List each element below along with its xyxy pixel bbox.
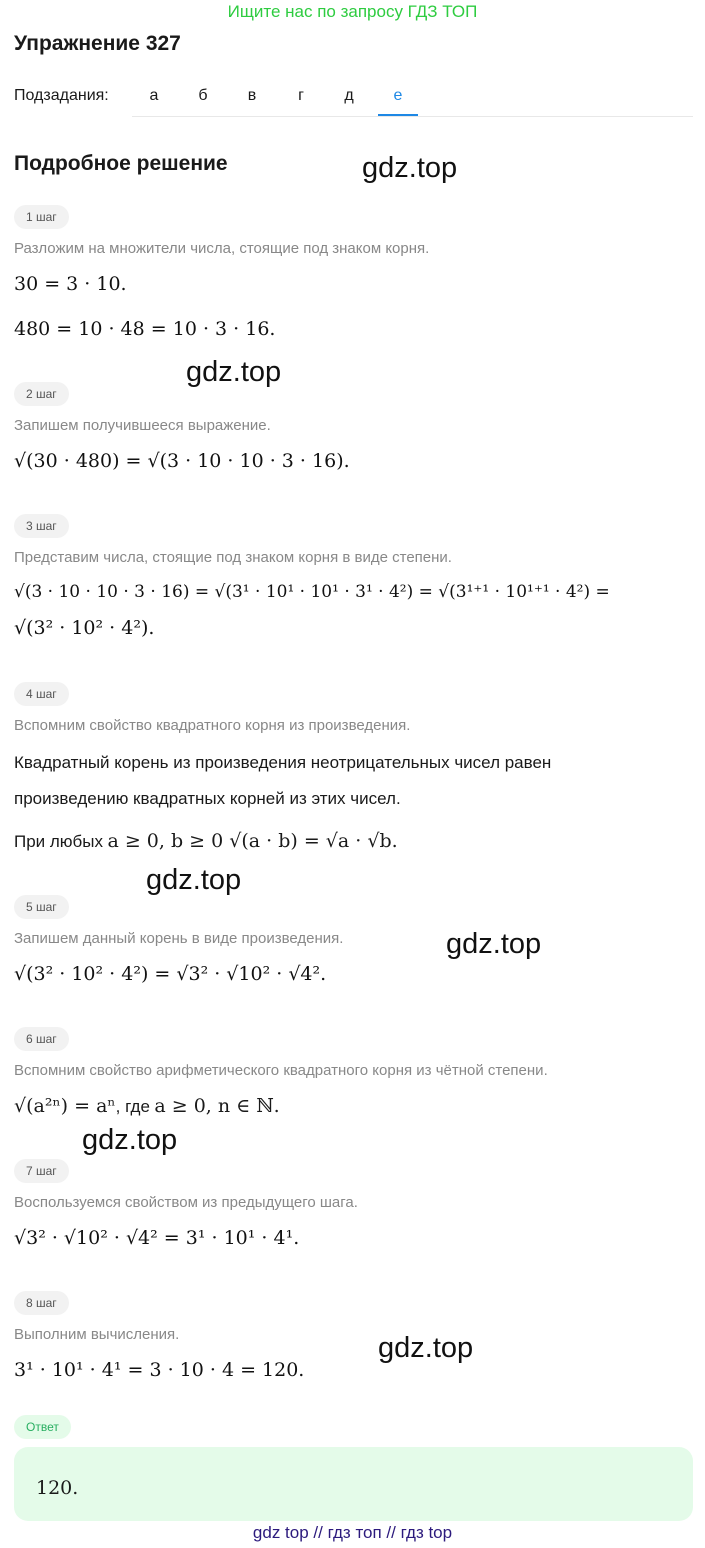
property-text: произведению квадратных корней из этих чисел. (14, 789, 401, 808)
tab-d[interactable]: д (344, 87, 354, 104)
step-badge: 1 шаг (14, 205, 69, 229)
promo-banner: Ищите нас по запросу ГДЗ ТОП (227, 2, 478, 21)
math-expression: 3¹ · 10¹ · 4¹ = 3 · 10 · 4 = 120. (14, 1359, 305, 1381)
tab-v[interactable]: в (247, 87, 257, 104)
property-formula-line (14, 830, 398, 852)
answer-badge: Ответ (14, 1415, 71, 1439)
answer-box (14, 1447, 693, 1521)
step-badge: 5 шаг (14, 895, 69, 919)
watermark: gdz.top (362, 152, 458, 184)
footer-links[interactable]: gdz top // гдз топ // гдз top (0, 1521, 705, 1548)
watermark: gdz.top (146, 864, 242, 896)
math-expression: 30 = 3 · 10. (14, 273, 127, 295)
step-badge: 7 шаг (14, 1159, 69, 1183)
page-title: Упражнение 327 (14, 32, 181, 55)
tab-e[interactable]: е (378, 76, 418, 116)
section-title: Подробное решение (14, 152, 228, 175)
step-badge: 8 шаг (14, 1291, 69, 1315)
condition-prefix: При любых (14, 832, 104, 851)
tab-g[interactable]: г (298, 87, 304, 104)
property-text: Квадратный корень из произведения неотрицательных чисел равен (14, 753, 552, 772)
watermark: gdz.top (378, 1332, 474, 1364)
step-description: Выполним вычисления. (14, 1326, 180, 1343)
step-description: Воспользуемся свойством из предыдущего шага. (14, 1194, 358, 1211)
condition-text: , где (115, 1097, 150, 1116)
math-expression: a ≥ 0, b ≥ 0 √(a · b) = √a · √b. (107, 830, 398, 852)
math-expression: √(3² · 10² · 4²) = √3² · √10² · √4². (14, 963, 327, 985)
step-description: Запишем данный корень в виде произведения. (14, 930, 344, 947)
math-expression: √3² · √10² · √4² = 3¹ · 10¹ · 4¹. (14, 1227, 300, 1249)
step-description: Вспомним свойство арифметического квадратного корня из чётной степени. (14, 1062, 548, 1079)
tab-a[interactable]: а (149, 87, 159, 104)
step-description: Запишем получившееся выражение. (14, 417, 271, 434)
math-expression: 480 = 10 · 48 = 10 · 3 · 16. (14, 318, 276, 340)
answer-value: 120. (36, 1477, 79, 1499)
watermark: gdz.top (82, 1124, 178, 1156)
math-expression: √(3² · 10² · 4²). (14, 617, 155, 639)
step-badge: 3 шаг (14, 514, 69, 538)
step-description: Вспомним свойство квадратного корня из произведения. (14, 717, 411, 734)
subtasks-label: Подзадания: (14, 87, 109, 104)
step-description: Разложим на множители числа, стоящие под знаком корня. (14, 240, 430, 257)
math-expression: √(3 · 10 · 10 · 3 · 16) = √(3¹ · 10¹ · 10¹ · 3¹ · 4²) = √(3¹⁺¹ · 10¹⁺¹ · 4²) = (14, 582, 610, 602)
math-expression: √(30 · 480) = √(3 · 10 · 10 · 3 · 16). (14, 450, 350, 472)
watermark: gdz.top (446, 928, 542, 960)
tab-b[interactable]: б (198, 87, 208, 104)
math-expression: a ≥ 0, n ∈ ℕ. (154, 1095, 280, 1117)
math-expression: √(a²ⁿ) = aⁿ (14, 1095, 116, 1117)
subtask-tabs (132, 76, 693, 117)
step-badge: 6 шаг (14, 1027, 69, 1051)
step-description: Представим числа, стоящие под знаком корня в виде степени. (14, 549, 452, 566)
property-formula-line (14, 1095, 280, 1117)
step-badge: 2 шаг (14, 382, 69, 406)
watermark: gdz.top (186, 356, 282, 388)
step-badge: 4 шаг (14, 682, 69, 706)
